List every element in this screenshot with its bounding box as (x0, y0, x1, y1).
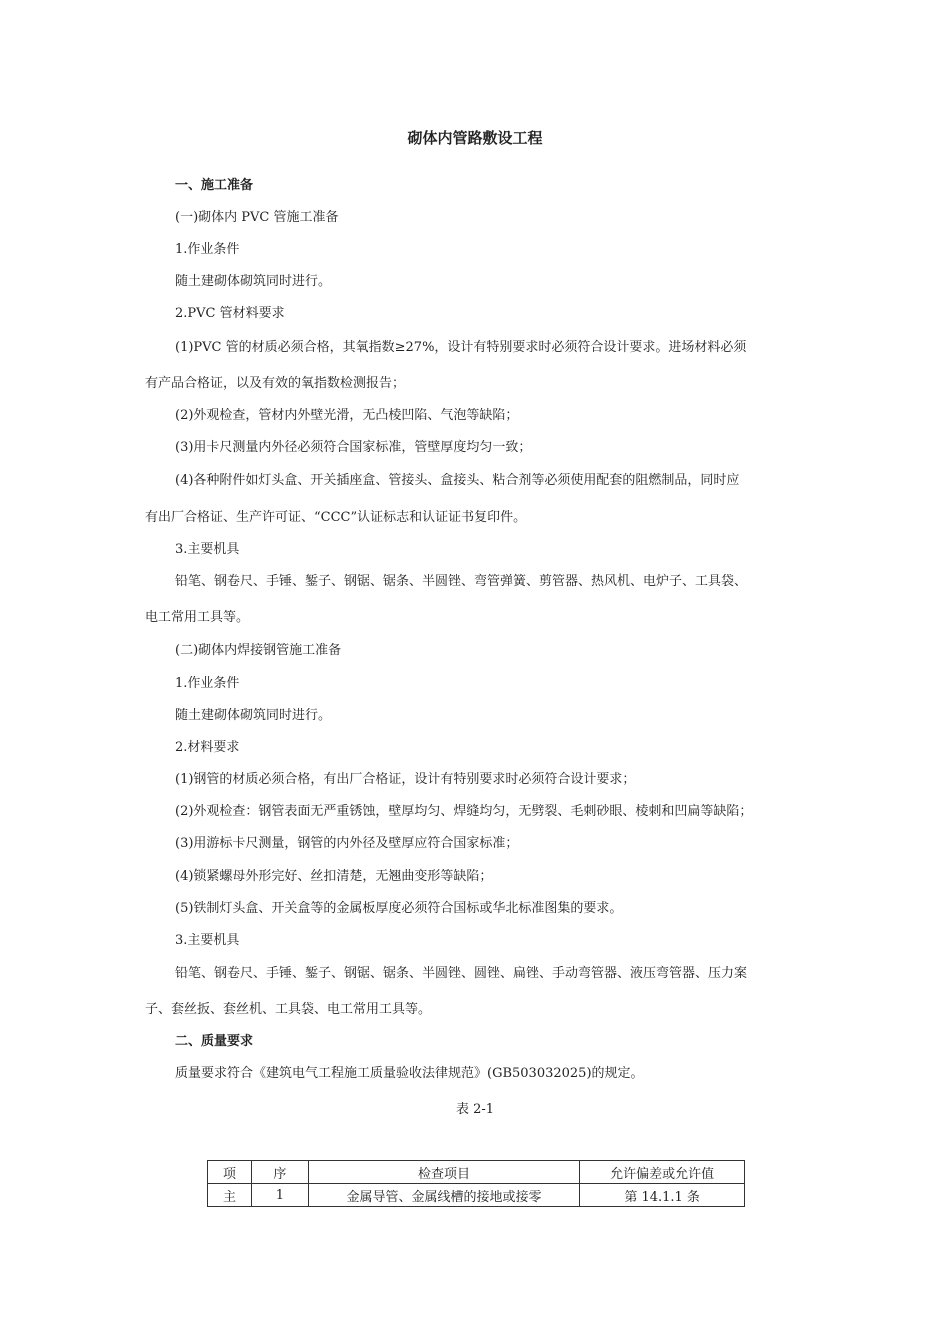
column-header: 允许偏差或允许值 (580, 1161, 745, 1184)
table-cell: 第 14.1.1 条 (580, 1184, 745, 1207)
item-pvc-material-requirements: 2.PVC 管材料要求 (175, 306, 285, 321)
quality-table (207, 1160, 745, 1207)
paragraph: 随土建砌体砌筑同时进行。 (175, 708, 332, 723)
paragraph: (3)用游标卡尺测量，钢管的内外径及壁厚应符合国家标准； (175, 836, 519, 851)
paragraph: (1)PVC 管的材质必须合格，其氧指数≥27%，设计有特别要求时必须符合设计要求。进场材料必须 (175, 340, 747, 355)
paragraph-continuation: 子、套丝扳、套丝机、工具袋、电工常用工具等。 (145, 1002, 432, 1017)
paragraph: (2)外观检查：钢管表面无严重锈蚀，壁厚均匀、焊缝均匀，无劈裂、毛刺砂眼、棱刺和凹扁等缺陷； (175, 804, 753, 819)
column-header: 检查项目 (308, 1161, 579, 1184)
table-caption: 表 2-1 (455, 1102, 495, 1117)
item-main-tools: 3.主要机具 (175, 542, 240, 557)
subsection-pvc-prep: (一)砌体内 PVC 管施工准备 (175, 210, 339, 225)
subsection-steel-pipe-prep: (二)砌体内焊接钢管施工准备 (175, 643, 342, 658)
item-main-tools: 3.主要机具 (175, 933, 240, 948)
paragraph: (3)用卡尺测量内外径必须符合国家标准，管壁厚度均匀一致； (175, 440, 532, 455)
paragraph-continuation: 有出厂合格证、生产许可证、“CCC”认证标志和认证证书复印件。 (145, 510, 527, 525)
item-work-conditions: 1.作业条件 (175, 676, 240, 691)
section-heading-construction-prep: 一、施工准备 (175, 178, 254, 193)
item-work-conditions: 1.作业条件 (175, 242, 240, 257)
paragraph: (1)钢管的材质必须合格，有出厂合格证，设计有特别要求时必须符合设计要求； (175, 772, 636, 787)
paragraph: 铅笔、钢卷尺、手锤、錾子、钢锯、锯条、半圆锉、弯管弹簧、剪管器、热风机、电炉子、工具袋、 (175, 574, 748, 589)
paragraph: 质量要求符合《建筑电气工程施工质量验收法律规范》(GB503032025)的规定。 (175, 1066, 644, 1081)
column-header: 项 (208, 1161, 252, 1184)
table-row (208, 1184, 745, 1207)
table-cell: 主 (208, 1184, 252, 1207)
paragraph-continuation: 电工常用工具等。 (145, 610, 250, 625)
document-title: 砌体内管路敷设工程 (407, 129, 543, 147)
table-cell: 金属导管、金属线槽的接地或接零 (308, 1184, 579, 1207)
item-material-requirements: 2.材料要求 (175, 740, 240, 755)
column-header: 序 (251, 1161, 308, 1184)
paragraph: 随土建砌体砌筑同时进行。 (175, 274, 332, 289)
table-header-row (208, 1161, 745, 1184)
paragraph-continuation: 有产品合格证，以及有效的氧指数检测报告； (145, 376, 406, 391)
paragraph: (4)锁紧螺母外形完好、丝扣清楚，无翘曲变形等缺陷； (175, 869, 493, 884)
paragraph: (5)铁制灯头盒、开关盒等的金属板厚度必须符合国标或华北标准图集的要求。 (175, 901, 623, 916)
paragraph: (2)外观检查，管材内外壁光滑，无凸棱凹陷、气泡等缺陷； (175, 408, 519, 423)
section-heading-quality: 二、质量要求 (175, 1034, 254, 1049)
paragraph: (4)各种附件如灯头盒、开关插座盒、管接头、盒接头、粘合剂等必须使用配套的阻燃制品，同时应 (175, 473, 740, 488)
paragraph: 铅笔、钢卷尺、手锤、錾子、钢锯、锯条、半圆锉、圆锉、扁锉、手动弯管器、液压弯管器、压力案 (175, 966, 748, 981)
table-cell: 1 (251, 1184, 308, 1207)
